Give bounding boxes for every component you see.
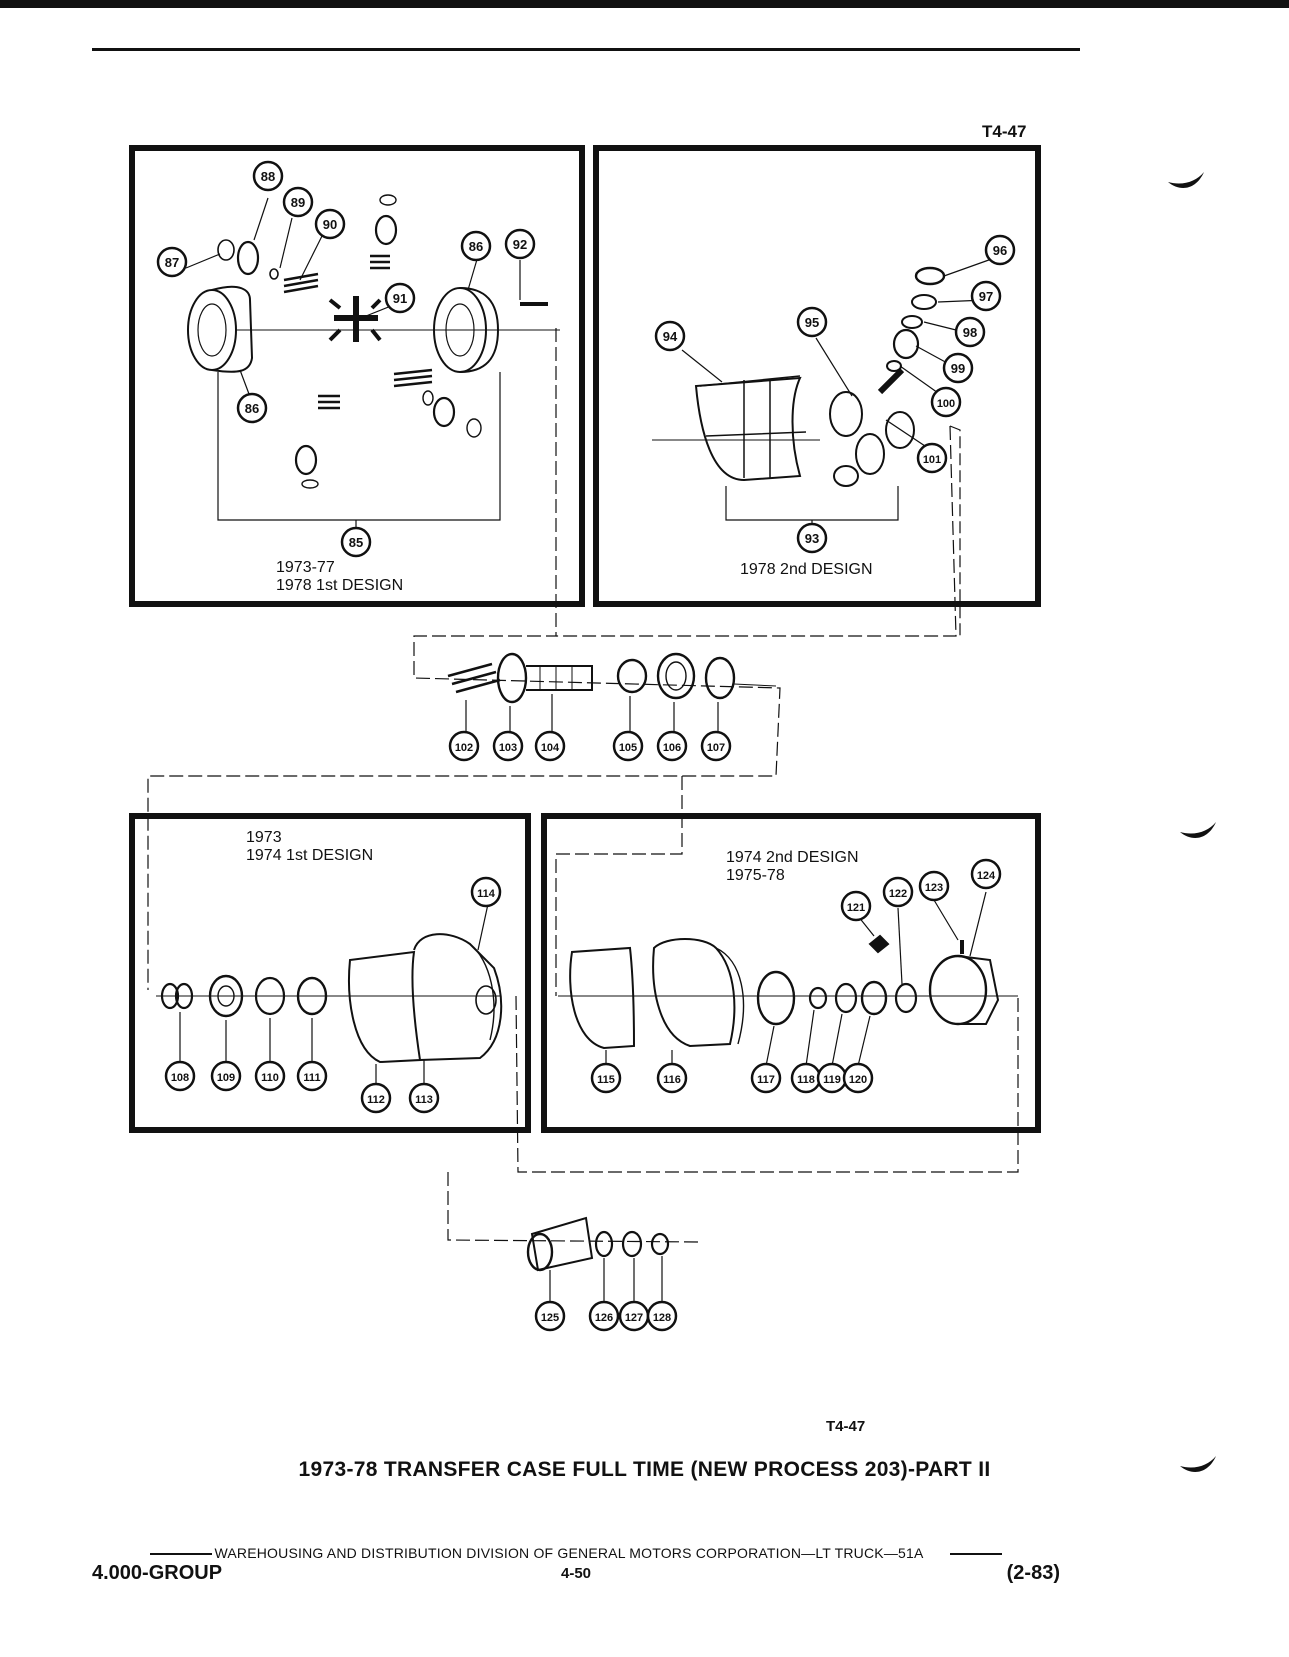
callout-label: 101 [922, 454, 942, 466]
callout-label: 118 [797, 1074, 815, 1086]
bottom-yoke-parts [528, 1218, 668, 1270]
callout-label: 116 [663, 1074, 681, 1086]
caption-top-left-2: 1978 1st DESIGN [276, 577, 404, 594]
callout-109 [212, 1062, 240, 1090]
callout-119 [818, 1064, 846, 1092]
callout-label: 115 [597, 1074, 615, 1086]
bottom-right-parts [558, 936, 1018, 1048]
callout-87 [158, 248, 186, 276]
callout-label: 89 [290, 195, 306, 210]
figure-code-bottom: T4-47 [826, 1418, 866, 1435]
callout-label: 111 [303, 1072, 321, 1084]
callout-label: 98 [962, 325, 978, 340]
callout-103 [494, 732, 522, 760]
callout-label: 108 [170, 1072, 190, 1084]
callout-98 [956, 318, 984, 346]
callout-121 [842, 892, 870, 920]
callout-91 [386, 284, 414, 312]
callout-117 [752, 1064, 780, 1092]
callout-93 [798, 524, 826, 552]
callout-120 [844, 1064, 872, 1092]
callout-label: 127 [624, 1312, 644, 1324]
callout-94 [656, 322, 684, 350]
callout-label: 124 [976, 870, 996, 882]
callout-123 [920, 872, 948, 900]
callout-label: 106 [662, 742, 682, 754]
callout-112 [362, 1084, 390, 1112]
callout-111 [298, 1062, 326, 1090]
callout-label: 92 [512, 237, 528, 252]
caption-bottom-left-1: 1973 [246, 829, 282, 846]
top-right-parts [652, 268, 944, 486]
callout-96 [986, 236, 1014, 264]
callout-113 [410, 1084, 438, 1112]
callout-label: 87 [164, 255, 180, 270]
caption-top-left-1: 1973-77 [276, 559, 335, 576]
callout-label: 107 [706, 742, 726, 754]
callout-97 [972, 282, 1000, 310]
callout-114 [472, 878, 500, 906]
callout-label: 114 [477, 888, 495, 900]
caption-bottom-right-1: 1974 2nd DESIGN [726, 849, 859, 866]
callout-label: 104 [540, 742, 560, 754]
callout-88 [254, 162, 282, 190]
callout-label: 122 [888, 888, 908, 900]
callout-label: 86 [468, 239, 484, 254]
callout-label: 99 [950, 361, 966, 376]
callout-107 [702, 732, 730, 760]
callout-116 [658, 1064, 686, 1092]
callout-label: 119 [823, 1074, 841, 1086]
callout-label: 110 [261, 1072, 279, 1084]
page-footer [92, 1545, 1060, 1586]
callout-92 [506, 230, 534, 258]
callout-label: 112 [367, 1094, 385, 1106]
callout-label: 100 [936, 398, 956, 410]
top-right-leaders [682, 256, 1000, 636]
callout-label: 96 [992, 243, 1008, 258]
callout-122 [884, 878, 912, 906]
caption-top-right-1: 1978 2nd DESIGN [740, 561, 873, 578]
callout-label: 95 [804, 315, 820, 330]
callout-label: 121 [846, 902, 866, 914]
callout-label: 113 [415, 1094, 433, 1106]
footer-publisher: WAREHOUSING AND DISTRIBUTION DIVISION OF GENERAL MOTORS CORPORATION—LT TRUCK—51A [92, 1545, 1060, 1561]
footer-group: 4.000-GROUP [92, 1562, 223, 1584]
figure-code-top: T4-47 [982, 122, 1027, 141]
callout-group [158, 162, 1014, 1330]
callout-101 [918, 444, 946, 472]
bottom-right-leaders [606, 892, 986, 1066]
callout-115 [592, 1064, 620, 1092]
page-title: 1973-78 TRANSFER CASE FULL TIME (NEW PROCESS 203)-PART II [298, 1458, 991, 1481]
callout-125 [536, 1302, 564, 1330]
callout-105 [614, 732, 642, 760]
callout-100 [932, 388, 960, 416]
callout-102 [450, 732, 478, 760]
callout-label: 105 [618, 742, 638, 754]
callout-89 [284, 188, 312, 216]
callout-label: 128 [652, 1312, 672, 1324]
callout-label: 125 [540, 1312, 560, 1324]
middle-parts [448, 654, 776, 702]
binder-hole-mark-2 [1178, 818, 1218, 844]
callout-99 [944, 354, 972, 382]
bottom-left-parts [156, 934, 501, 1062]
callout-label: 120 [848, 1074, 868, 1086]
callout-label: 102 [454, 742, 474, 754]
callout-label: 126 [594, 1312, 614, 1324]
caption-bottom-left-2: 1974 1st DESIGN [246, 847, 374, 864]
callout-label: 103 [498, 742, 518, 754]
callout-85 [342, 528, 370, 556]
callout-label: 90 [322, 217, 338, 232]
callout-label: 109 [216, 1072, 236, 1084]
callout-label: 117 [757, 1074, 775, 1086]
caption-bottom-right-2: 1975-78 [726, 867, 785, 884]
top-left-parts [188, 195, 560, 488]
binder-hole-mark-1 [1166, 168, 1206, 194]
callout-label: 85 [348, 535, 364, 550]
callout-86 [462, 232, 490, 260]
callout-label: 86 [244, 401, 260, 416]
callout-126 [590, 1302, 618, 1330]
callout-label: 97 [978, 289, 994, 304]
callout-label: 94 [662, 329, 678, 344]
callout-124 [972, 860, 1000, 888]
binder-hole-mark-3 [1178, 1452, 1218, 1478]
callout-127 [620, 1302, 648, 1330]
callout-label: 123 [924, 882, 944, 894]
footer-page-number: 4-50 [560, 1565, 592, 1582]
callout-128 [648, 1302, 676, 1330]
callout-118 [792, 1064, 820, 1092]
callout-108 [166, 1062, 194, 1090]
callout-104 [536, 732, 564, 760]
callout-label: 93 [804, 531, 820, 546]
callout-95 [798, 308, 826, 336]
footer-date: (2-83) [1006, 1562, 1060, 1584]
callout-90 [316, 210, 344, 238]
callout-label: 91 [392, 291, 408, 306]
callout-110 [256, 1062, 284, 1090]
callout-label: 88 [260, 169, 276, 184]
callout-106 [658, 732, 686, 760]
callout-86 [238, 394, 266, 422]
